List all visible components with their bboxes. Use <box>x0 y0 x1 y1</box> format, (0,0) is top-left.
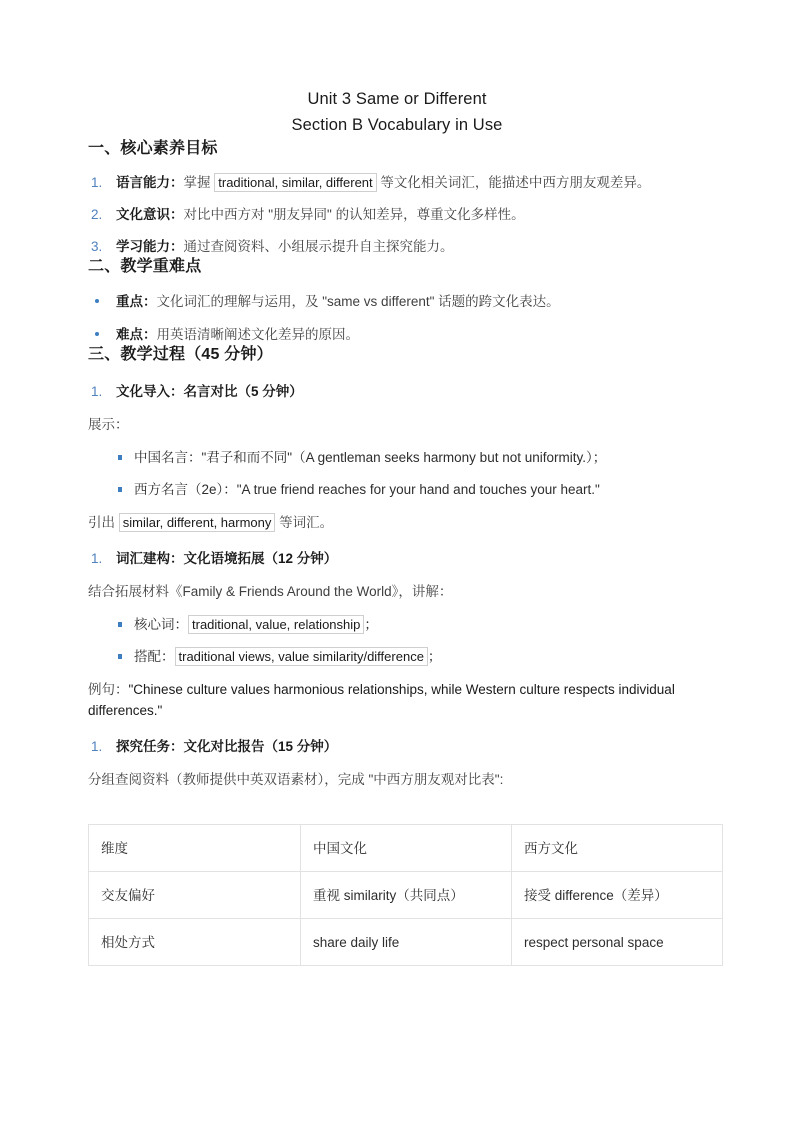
point-suffix: ； <box>364 617 378 632</box>
bullet-square-icon <box>118 455 122 460</box>
point-label: 搭配： <box>134 649 175 664</box>
outro-text-after: 等词汇。 <box>275 515 334 530</box>
section-1-list <box>88 173 706 256</box>
table-cell: share daily life <box>301 919 512 966</box>
example-label: 例句： <box>88 682 129 697</box>
step-2-point-list <box>88 615 706 666</box>
list-item-text-before: 掌握 <box>183 175 215 190</box>
section-2-list <box>88 292 706 344</box>
step-heading-text: 文化导入：名言对比（5 分钟） <box>116 384 303 399</box>
document-title <box>88 86 706 138</box>
quote-text: 西方名言（2e）："A true friend reaches for your hand and touches your heart." <box>134 482 600 497</box>
list-item <box>88 480 706 499</box>
inline-boxed-terms: similar, different, harmony <box>119 513 276 532</box>
list-marker: 2. <box>91 207 103 222</box>
table-header-cell: 中国文化 <box>301 825 512 872</box>
list-item-text: 用英语清晰阐述文化差异的原因。 <box>156 327 359 342</box>
table-header-cell: 西方文化 <box>512 825 723 872</box>
bullet-dot-icon <box>95 332 99 336</box>
list-item-label: 文化意识： <box>116 207 184 222</box>
list-marker: 3. <box>91 239 103 254</box>
document-content <box>88 86 706 966</box>
list-item <box>88 237 706 256</box>
list-item <box>88 615 706 634</box>
step-heading-text: 词汇建构：文化语境拓展（12 分钟） <box>116 551 338 566</box>
bullet-square-icon <box>118 654 122 659</box>
quote-text: 中国名言："君子和而不同"（A gentleman seeks harmony but not uniformity.）； <box>134 450 607 465</box>
list-marker: 1. <box>91 551 103 566</box>
list-item-label: 重点： <box>116 294 157 309</box>
bullet-dot-icon <box>95 299 99 303</box>
list-item-text: 文化词汇的理解与运用，及 "same vs different" 话题的跨文化表达。 <box>156 294 560 309</box>
point-suffix: ； <box>427 649 442 664</box>
list-marker: 1. <box>91 384 103 399</box>
section-2-heading: 二、教学重难点 <box>88 258 202 275</box>
outro-text-before: 引出 <box>88 515 119 530</box>
list-marker: 1. <box>91 739 103 754</box>
list-item <box>88 325 706 344</box>
step-1-intro: 展示： <box>88 417 129 432</box>
list-item <box>88 647 706 666</box>
section-1-heading: 一、核心素养目标 <box>88 140 218 157</box>
inline-boxed-terms: traditional views, value similarity/difference <box>175 647 428 666</box>
list-item <box>88 448 706 467</box>
bullet-square-icon <box>118 487 122 492</box>
section-3-heading: 三、教学过程（45 分钟） <box>88 346 273 363</box>
step-2-intro: 结合拓展材料《Family & Friends Around the World》，讲解： <box>88 584 453 599</box>
list-item <box>88 205 706 224</box>
table-row <box>89 919 723 966</box>
step-2-heading <box>88 549 706 568</box>
step-1-quote-list <box>88 448 706 499</box>
example-text: "Chinese culture values harmonious relationships, while Western culture respects individual differences." <box>88 682 675 718</box>
inline-boxed-terms: traditional, value, relationship <box>188 615 364 634</box>
step-1-heading <box>88 382 706 401</box>
table-cell: 接受 difference（差异） <box>512 872 723 919</box>
list-item-label: 难点： <box>116 327 157 342</box>
list-marker: 1. <box>91 175 103 190</box>
table-cell: 交友偏好 <box>89 872 301 919</box>
table-cell: respect personal space <box>512 919 723 966</box>
list-item-text-before: 通过查阅资料、小组展示提升自主探究能力。 <box>183 239 454 254</box>
step-1-outro <box>88 512 706 533</box>
step-2-example <box>88 679 706 721</box>
table-cell: 相处方式 <box>89 919 301 966</box>
step-heading-text: 探究任务：文化对比报告（15 分钟） <box>116 739 338 754</box>
inline-boxed-terms: traditional, similar, different <box>214 173 376 192</box>
list-item <box>88 292 706 311</box>
list-item-text-after: 等文化相关词汇，能描述中西方朋友观差异。 <box>376 175 651 190</box>
point-label: 核心词： <box>134 617 188 632</box>
step-3-heading <box>88 737 706 756</box>
table-header-row <box>89 825 723 872</box>
culture-comparison-table <box>88 824 723 966</box>
table-header-cell: 维度 <box>89 825 301 872</box>
list-item-label: 语言能力： <box>116 175 184 190</box>
step-3-intro: 分组查阅资料（教师提供中英双语素材），完成 "中西方朋友观对比表": <box>88 772 504 787</box>
table-cell: 重视 similarity（共同点） <box>301 872 512 919</box>
table-row <box>89 872 723 919</box>
list-item-text-before: 对比中西方对 "朋友异同" 的认知差异，尊重文化多样性。 <box>183 207 525 222</box>
title-line-2: Section B Vocabulary in Use <box>291 116 503 134</box>
list-item-label: 学习能力： <box>116 239 184 254</box>
bullet-square-icon <box>118 622 122 627</box>
list-item <box>88 173 706 192</box>
title-line-1: Unit 3 Same or Different <box>307 90 487 108</box>
